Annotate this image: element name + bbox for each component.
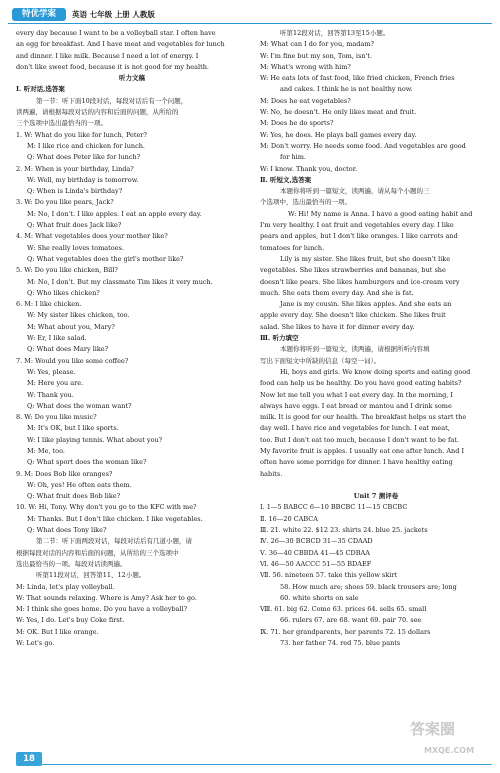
text-line: W: That sounds relaxing. Where is Amy? Ask her to go. xyxy=(16,593,197,602)
text-line: W: I'm fine but my son, Tom, isn't. xyxy=(260,51,372,60)
text-line: M: Me, too. xyxy=(27,446,65,455)
text-line: M: Thanks. But I don't like chicken. I like vegetables. xyxy=(27,514,203,523)
brand-badge: 特优学案 xyxy=(12,8,66,21)
watermark-logo xyxy=(410,718,492,768)
text-line: M: No, I don't. But my classmate Tim likes it very much. xyxy=(27,277,213,286)
text-line: milk. It is good for our health. The breakfast helps us start the xyxy=(260,413,467,422)
watermark-text: 答案圈 xyxy=(410,720,456,738)
text-line: M: Does he do sports? xyxy=(260,119,334,128)
text-line: Jane is my cousin. She likes apples. And she eats an xyxy=(280,300,452,309)
text-line: Q: Who likes chicken? xyxy=(27,288,100,297)
text-line xyxy=(260,480,492,491)
header-subtitle: 英语 七年级 上册 人教版 xyxy=(72,10,155,19)
text-line: M: OK. But I like orange. xyxy=(16,627,99,636)
text-line: M: Does he eat vegetables? xyxy=(260,96,351,105)
text-line: Ⅴ. 36—40 CBBDA 41—45 CDBAA xyxy=(260,548,370,557)
text-line: doesn't like pears. She likes hamburgers and ice-cream very xyxy=(260,277,460,286)
right-column xyxy=(260,28,492,649)
text-line: W: Let's go. xyxy=(16,639,55,648)
page-header xyxy=(8,6,492,24)
text-line: Lily is my sister. She likes fruit, but she doesn't like xyxy=(280,254,451,263)
text-line: too. But I don't eat too much, because I don't want to be fat. xyxy=(260,435,459,444)
text-line: M: Here you are. xyxy=(27,379,84,388)
text-line: Ⅰ. 1—5 BABCC 6—10 BBCBC 11—15 CBCBC xyxy=(260,503,408,512)
text-line: Q: When is Linda's birthday? xyxy=(27,187,123,196)
text-line: I'm very healthy. I eat fruit and vegetables every day. I like xyxy=(260,221,454,230)
text-line: Q: What vegetables does the girl's mother like? xyxy=(27,254,184,263)
text-line: Ⅳ. 26—30 BCBCD 31—35 CDAAD xyxy=(260,537,373,546)
text-line: W: Yes, he does. He plays ball games every day. xyxy=(260,130,417,139)
text-line: W: He eats lots of fast food, like fried chicken, French fries xyxy=(260,74,455,83)
text-line: Ⅶ. 56. nineteen 57. take this yellow skirt xyxy=(260,571,398,580)
text-line: M: Linda, let's play volleyball. xyxy=(16,582,115,591)
text-line: M: It's OK, but I like sports. xyxy=(27,424,119,433)
text-line: Hi, boys and girls. We know doing sports and eating good xyxy=(280,367,471,376)
text-line: W: Well, my birthday is tomorrow. xyxy=(27,175,139,184)
text-line: W: I like playing tennis. What about you? xyxy=(27,435,163,444)
text-line: W: Yes, please. xyxy=(27,367,76,376)
text-line: Ⅲ. 听力填空 xyxy=(260,334,299,343)
left-column xyxy=(16,28,248,649)
text-line: 听第12段对话，回答第13至15小题。 xyxy=(280,29,390,37)
text-line: W: My sister likes chicken, too. xyxy=(27,311,130,320)
text-line: vegetables. She likes strawberries and bananas, but she xyxy=(260,266,446,275)
text-line: Q: What does Peter like for lunch? xyxy=(27,153,141,162)
text-line: Ⅲ. 21. white 22. $12 23. shirts 24. blue 25. jackets xyxy=(260,526,428,535)
text-line: M: I think she goes home. Do you have a volleyball? xyxy=(16,605,188,614)
text-line: often have some porridge for dinner. I have healthy eating xyxy=(260,458,453,467)
text-line: W: Yes, I do. Let's buy Coke first. xyxy=(16,616,125,625)
text-line: Q: What does the woman want? xyxy=(27,401,132,410)
text-line: 7. M: Would you like some coffee? xyxy=(16,356,129,365)
text-line: Ⅷ. 61. big 62. Come 63. prices 64. sells 65. small xyxy=(260,605,427,614)
text-line: day well. I have rice and vegetables for lunch. I eat meat, xyxy=(260,424,450,433)
text-line: Q: What sport does the woman like? xyxy=(27,458,147,467)
text-line: W: Oh, yes! He often eats them. xyxy=(27,480,132,489)
text-line: for him. xyxy=(280,153,306,162)
text-line: W: Er, I like salad. xyxy=(27,334,87,343)
text-line: Ⅰ. 听对话,选答案 xyxy=(16,85,65,94)
text-line: M: What's wrong with him? xyxy=(260,62,351,71)
text-line: 58. How much are; shoes 59. black trousers are; long xyxy=(280,582,457,591)
text-line: Ⅵ. 46—50 AACCC 51—55 BDAEF xyxy=(260,559,372,568)
text-line: 个选项中，选出最恰当的一项。 xyxy=(260,198,351,207)
text-line: 2. M: When is your birthday, Linda? xyxy=(16,164,134,173)
text-line: My favorite fruit is apples. I usually eat one after lunch. And I xyxy=(260,446,465,455)
text-line: 10. W: Hi, Tony. Why don't you go to the KFC with me? xyxy=(16,503,197,512)
text-line: Q: What does Mary like? xyxy=(27,345,109,354)
text-line: food can help us be healthy. Do you have good eating habits? xyxy=(260,379,462,388)
text-line: 听力文稿 xyxy=(119,74,145,83)
text-line: M: No, I don't. I like apples. I eat an apple every day. xyxy=(27,209,202,218)
text-line: M: What about you, Mary? xyxy=(27,322,115,331)
text-line: an egg for breakfast. And I have meat and vegetables for lunch xyxy=(16,40,225,49)
text-line: 听第11段对话，回答第11、12小题。 xyxy=(36,571,146,580)
text-line: and cakes. I think he is not healthy now. xyxy=(280,85,413,94)
text-line: every day because I want to be a volleyball star. I often have xyxy=(16,29,216,37)
text-line: 第一节：听下面10段对话，每段对话后有一个问题， xyxy=(36,96,188,105)
text-line: M: What can I do for you, madam? xyxy=(260,40,374,49)
text-line: habits. xyxy=(260,469,283,478)
text-line: always have eggs. I eat bread or mantou and I drink some xyxy=(260,401,452,410)
text-line: 1. W: What do you like for lunch, Peter? xyxy=(16,130,147,139)
watermark-url: MXQE.COM xyxy=(424,746,475,755)
text-line: 9. M: Does Bob like oranges? xyxy=(16,469,113,478)
text-line: W: She really loves tomatoes. xyxy=(27,243,124,252)
text-line: pears and apples, but I don't like oranges. I like carrots and xyxy=(260,232,458,241)
text-line: don't like sweet food, because it is not good for my health. xyxy=(16,62,209,71)
text-line: Unit 7 测评卷 xyxy=(353,492,399,501)
page-number: 18 xyxy=(16,752,42,766)
text-line: M: Don't worry. He needs some food. And vegetables are good xyxy=(260,141,466,150)
header-divider xyxy=(8,23,492,24)
text-line: and dinner. I like milk. Because I need a lot of energy. I xyxy=(16,51,199,60)
text-line: Q: What does Tony like? xyxy=(27,526,107,535)
text-line: W: No, he doesn't. He only likes meat and fruit. xyxy=(260,108,417,117)
text-line: Ⅸ. 71. her grandparents, her parents 72. 15 dollars xyxy=(260,627,431,636)
text-line: W: Hi! My name is Anna. I have a good eating habit and xyxy=(288,209,473,218)
text-line: 3. W: Do you like pears, Jack? xyxy=(16,198,114,207)
text-line: Ⅱ. 16—20 CABCA xyxy=(260,514,318,523)
text-line: 6. M: I like chicken. xyxy=(16,300,82,309)
text-line: 4. M: What vegetables does your mother like? xyxy=(16,232,168,241)
text-line: 写出下面短文中所缺的信息（每空一词）。 xyxy=(260,356,381,365)
text-line: salad. She likes to have it for dinner every day. xyxy=(260,322,415,331)
text-line: W: Thank you. xyxy=(27,390,74,399)
text-line: 73. her father 74. red 75. blue pants xyxy=(280,639,401,648)
text-line: much. She eats them every day. And she is fat. xyxy=(260,288,414,297)
text-line: 根据每段对话的内容和后面的问题，从所给的三个选项中 xyxy=(16,548,179,557)
text-line: 本题你将听到一篇短文，读两遍，请从每个小题的三 xyxy=(280,187,430,196)
text-line: tomatoes for lunch. xyxy=(260,243,325,252)
text-line: 选出最恰当的一项。每段对话读两遍。 xyxy=(16,559,127,568)
text-line: Now let me tell you what I eat every day. In the morning, I xyxy=(260,390,453,399)
text-line: Q: What fruit does Jack like? xyxy=(27,221,122,230)
text-line: 5. W: Do you like chicken, Bill? xyxy=(16,266,118,275)
text-line: 66. rulers 67. are 68. want 69. pair 70. see xyxy=(280,616,422,625)
text-line: 8. W: Do you like music? xyxy=(16,413,97,422)
text-line: Ⅱ. 听短文,选答案 xyxy=(260,175,312,184)
text-line: Q: What fruit does Bob like? xyxy=(27,492,121,501)
text-line: W: I know. Thank you, doctor. xyxy=(260,164,358,173)
text-line: apple every day. She doesn't like chicken. She likes fruit xyxy=(260,311,446,320)
text-line: M: I like rice and chicken for lunch. xyxy=(27,141,146,150)
text-line: 三个选项中选出最恰当的一项。 xyxy=(16,119,107,128)
text-line: 本题你将听到一篇短文，读两遍，请根据所听内容填 xyxy=(280,345,430,354)
text-line: 读两遍，请根据每段对话的内容和后面的问题，从所给的 xyxy=(16,108,179,117)
text-line: 第二节：听下面两段对话，每段对话后有几道小题，请 xyxy=(36,537,192,546)
text-line: 60. white shorts on sale xyxy=(280,593,359,602)
